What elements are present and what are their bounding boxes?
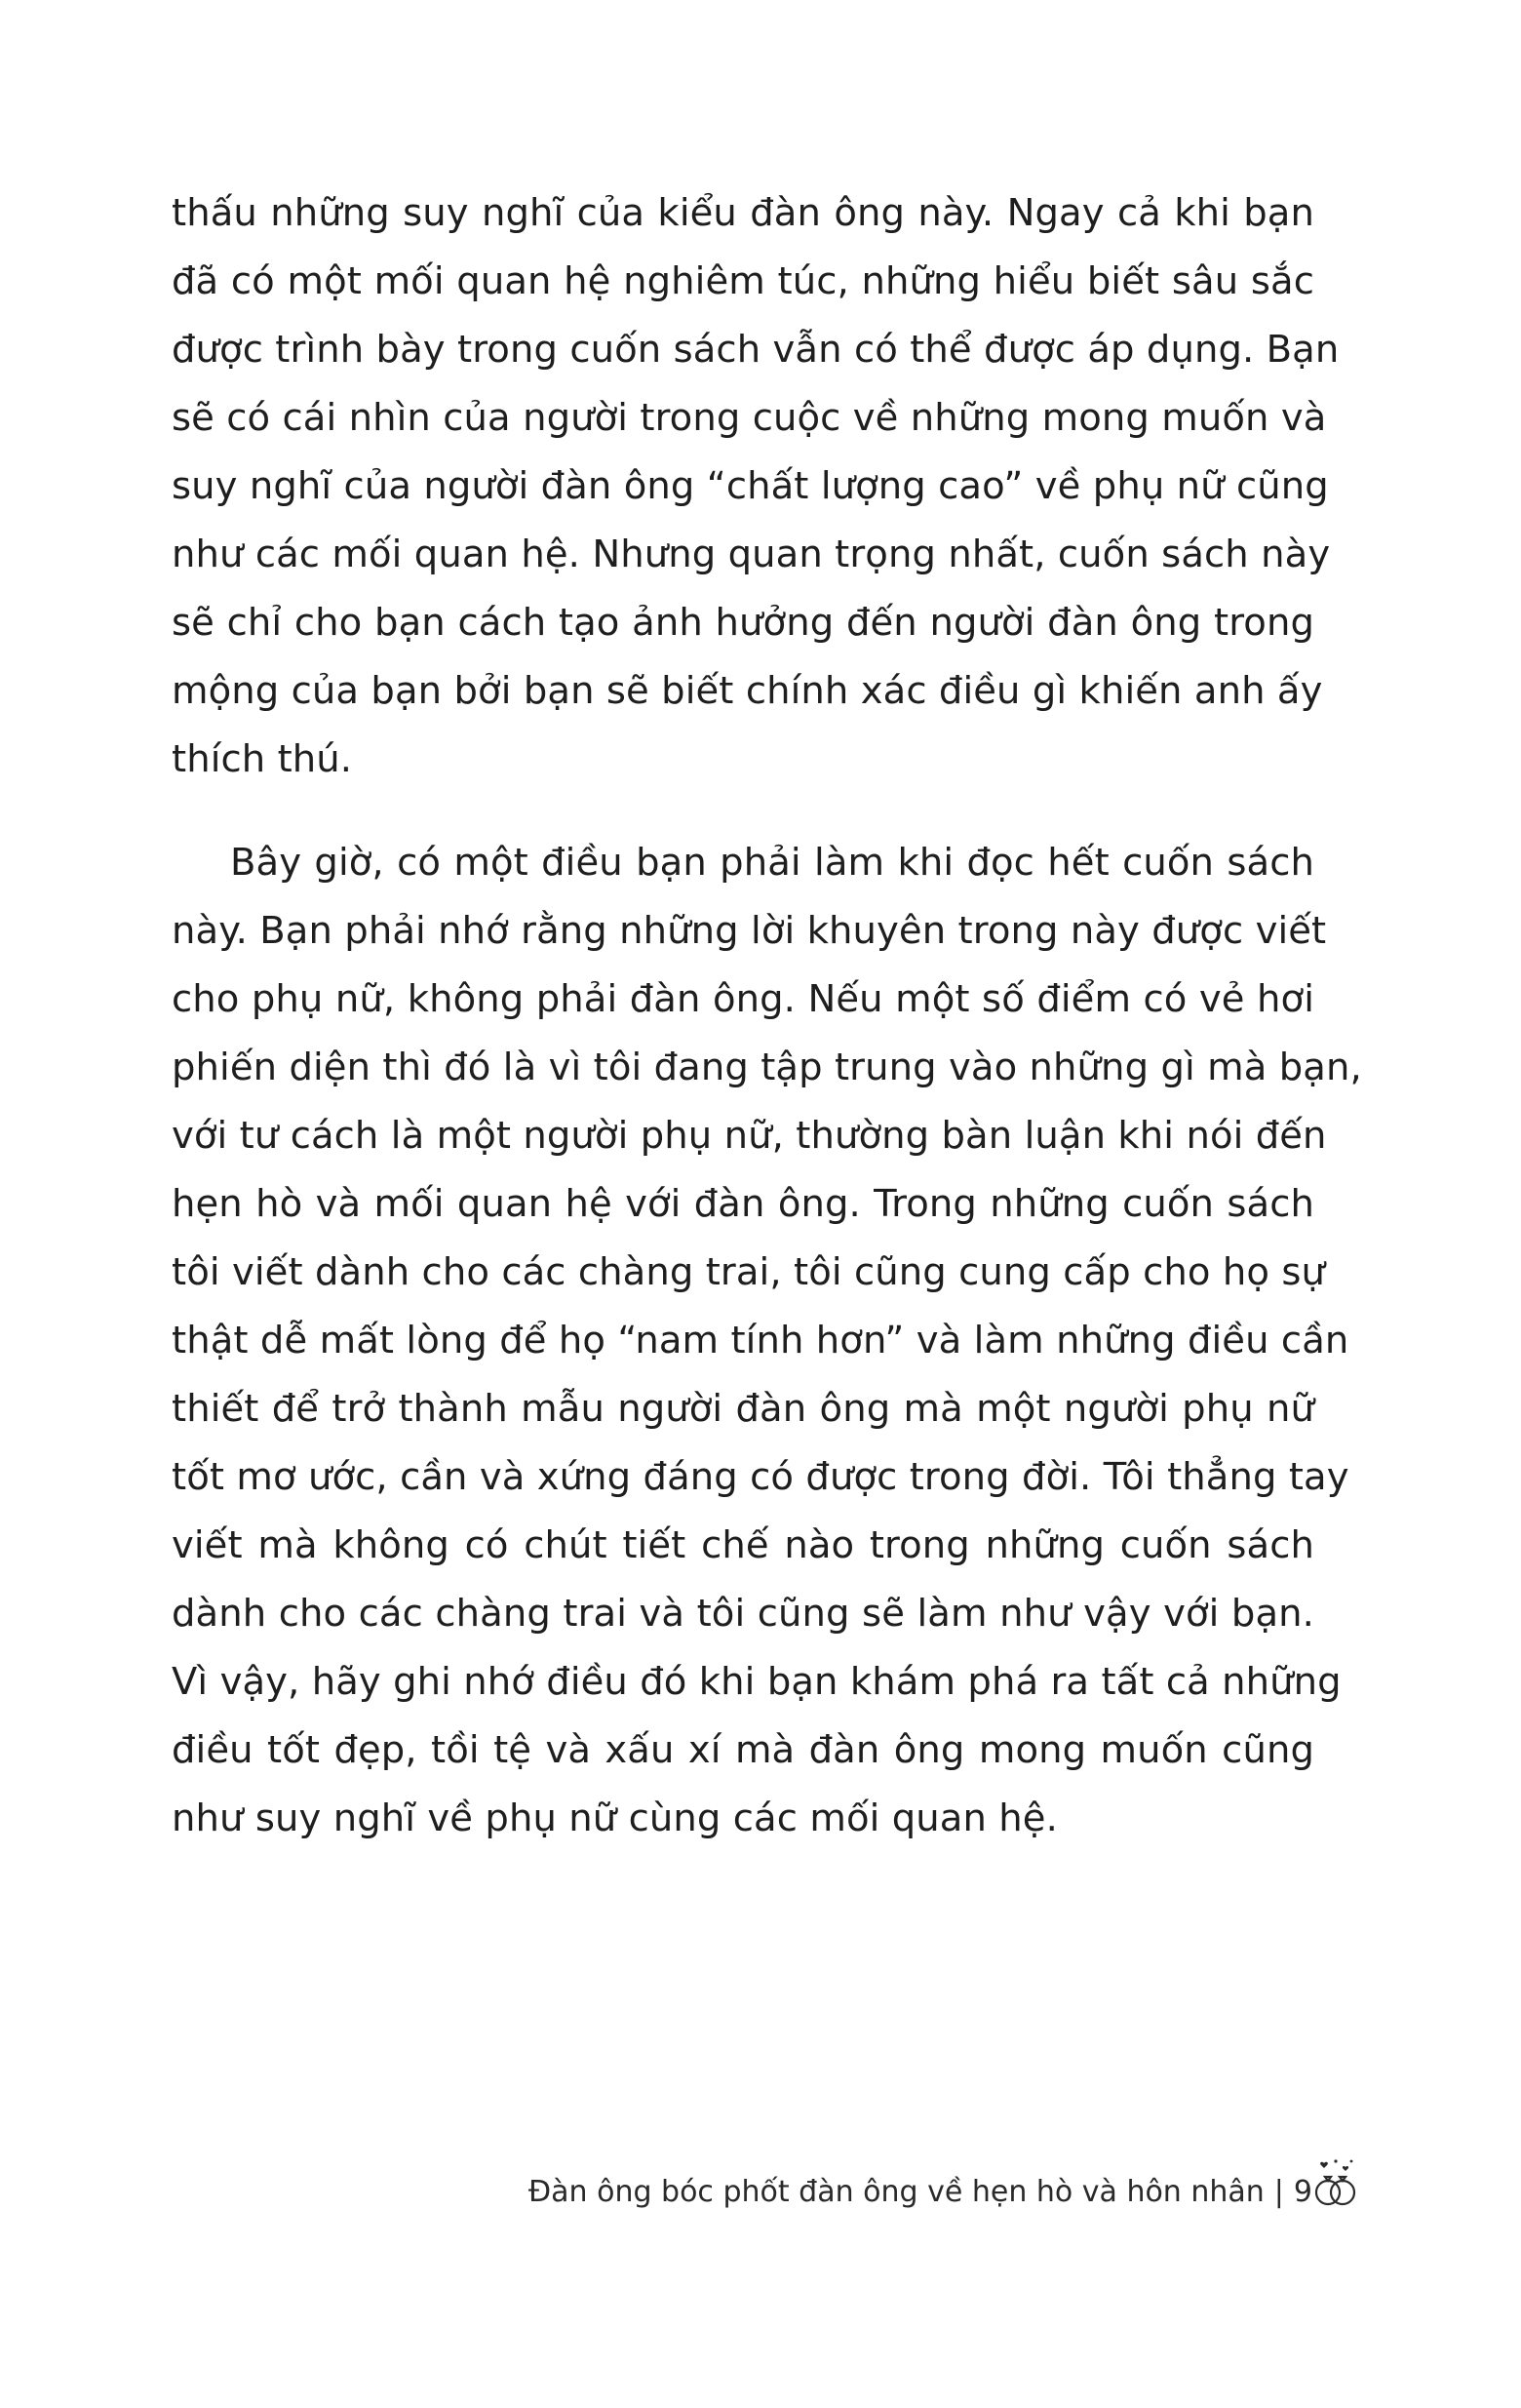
text-line-first: Bây giờ, có một điều bạn phải làm khi đọc hết cuốn sách: [230, 841, 1314, 885]
page-number: 9: [1293, 2174, 1312, 2209]
text-line: thấu những suy nghĩ của kiểu đàn ông này. Ngay cả khi bạn: [172, 191, 1314, 235]
text-line: sẽ chỉ cho bạn cách tạo ảnh hưởng đến người đàn ông trong: [172, 601, 1314, 645]
text-line: mộng của bạn bởi bạn sẽ biết chính xác điều gì khiến anh ấy: [172, 669, 1323, 713]
running-footer: [528, 2170, 1312, 2213]
text-line: phiến diện thì đó là vì tôi đang tập trung vào những gì mà bạn,: [172, 1046, 1362, 1089]
text-line: như các mối quan hệ. Nhưng quan trọng nhất, cuốn sách này: [172, 533, 1331, 576]
text-line: tôi viết dành cho các chàng trai, tôi cũng cung cấp cho họ sự: [172, 1250, 1326, 1294]
text-line: đã có một mối quan hệ nghiêm túc, những hiểu biết sâu sắc: [172, 259, 1314, 303]
text-line: với tư cách là một người phụ nữ, thường bàn luận khi nói đến: [172, 1114, 1327, 1158]
text-line: thiết để trở thành mẫu người đàn ông mà một người phụ nữ: [172, 1387, 1314, 1431]
text-line-last: như suy nghĩ về phụ nữ cùng các mối quan hệ.: [172, 1796, 1058, 1840]
paragraph-spacer: [172, 794, 1314, 829]
page-body: [172, 179, 1362, 1853]
book-title: Đàn ông bóc phốt đàn ông về hẹn hò và hôn nhân: [527, 2174, 1265, 2209]
text-line: được trình bày trong cuốn sách vẫn có thể được áp dụng. Bạn: [172, 328, 1340, 372]
text-line: tốt mơ ước, cần và xứng đáng có được trong đời. Tôi thẳng tay: [172, 1455, 1349, 1499]
text-line: này. Bạn phải nhớ rằng những lời khuyên trong này được viết: [172, 909, 1327, 953]
text-line: cho phụ nữ, không phải đàn ông. Nếu một số điểm có vẻ hơi: [172, 977, 1314, 1021]
text-line: suy nghĩ của người đàn ông “chất lượng cao” về phụ nữ cũng: [172, 464, 1329, 508]
text-line: viết mà không có chút tiết chế nào trong những cuốn sách: [172, 1523, 1314, 1567]
text-line: Vì vậy, hãy ghi nhớ điều đó khi bạn khám phá ra tất cả những: [172, 1660, 1342, 1704]
text-line: điều tốt đẹp, tồi tệ và xấu xí mà đàn ông mong muốn cũng: [172, 1728, 1314, 1772]
paragraph-1: [172, 179, 1340, 794]
text-line: sẽ có cái nhìn của người trong cuộc về những mong muốn và: [172, 396, 1327, 440]
text-line: hẹn hò và mối quan hệ với đàn ông. Trong những cuốn sách: [172, 1182, 1314, 1226]
footer-separator: |: [1273, 2174, 1284, 2209]
text-line: thật dễ mất lòng để họ “nam tính hơn” và làm những điều cần: [172, 1319, 1349, 1362]
paragraph-2: [172, 829, 1362, 1853]
wedding-rings-icon: [1312, 2155, 1359, 2210]
text-line: dành cho các chàng trai và tôi cũng sẽ làm như vậy với bạn.: [172, 1592, 1314, 1636]
text-line-last: thích thú.: [172, 737, 353, 781]
